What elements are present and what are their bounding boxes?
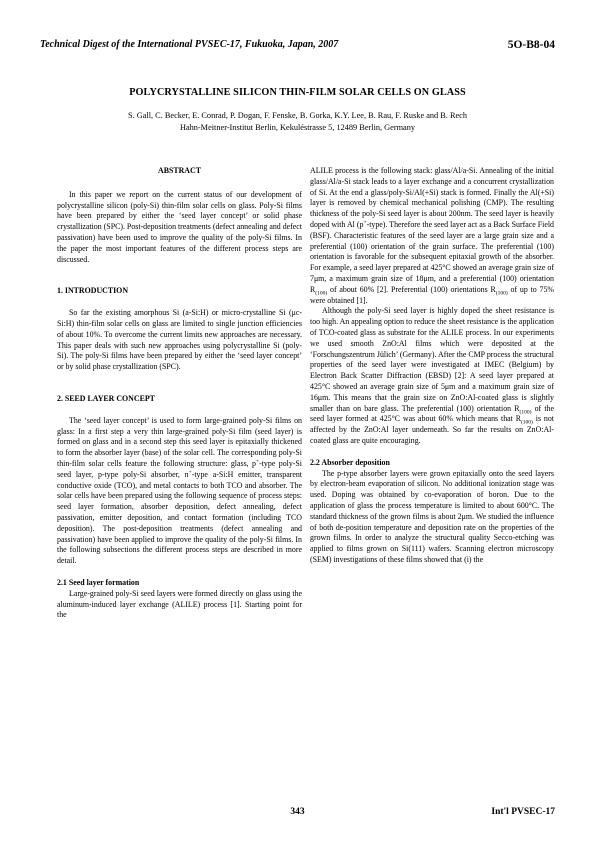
seed-heading: 2. SEED LAYER CONCEPT xyxy=(57,393,155,403)
seed-layer-text-start: Large-grained poly-Si seed layers were formed directly on glass using the aluminum-induced layer exchange (ALILE) process [1]. Starting point for the xyxy=(57,588,302,620)
abstract-text: In this paper we report on the current status of our development of polycrystalline silicon (poly-Si) thin-film solar cells on glass. Poly-Si films have been prepared by either the ‘seed layer concept’ or solid phase crystallization (SPC). Post-deposition treatments (defect annealing and defect passivation) have been used to improve the quality of the poly-Si films. In the paper the most important features of the different process steps are discussed. xyxy=(57,189,302,264)
running-header xyxy=(40,39,555,55)
right-column xyxy=(310,166,554,566)
absorber-subheading: 2.2 Absorber deposition xyxy=(310,457,390,467)
absorber-text: The p-type absorber layers were grown epitaxially onto the seed layers by electron-beam evaporation of silicon. No additional ionization stage was used. Doping was obtained by co-evaporation of boron. Due to the application of glass the process temperature is limited to about 600°C. The standard thickness of the grown films is about 2μm. We studied the influence of both de-position temperature and deposition rate on the properties of the grown films. In order to analyze the structural quality Secco-etching was applied to films grown on Si(111) wafers. Scanning electron microscopy (SEM) investigations of these films showed that (i) the xyxy=(310,468,554,564)
left-column xyxy=(57,150,302,621)
author-list: S. Gall, C. Becker, E. Conrad, P. Dogan, F. Fenske, B. Gorka, K.Y. Lee, B. Rau, F. Ruske and B. Rech xyxy=(127,111,468,120)
intro-text: So far the existing amorphous Si (a-Si:H) or micro-crystalline Si (μc-Si:H) thin-film solar cells on glass are limited to single junction efficiencies of about 10%. To overcome the current limits new approaches are necessary. This paper deals with such new approaches using polycrystalline Si (poly-Si). The poly-Si films have been prepared by either the ‘seed layer concept’ or by solid phase crystallization (SPC). xyxy=(57,308,302,372)
journal-header: Technical Digest of the International PVSEC-17, Fukuoka, Japan, 2007 xyxy=(40,39,339,50)
seed-layer-subheading: 2.1 Seed layer formation xyxy=(57,577,140,587)
intro-heading: 1. INTRODUCTION xyxy=(57,286,129,296)
seed-layer-text-cont: ALILE process is the following stack: glass/Al/a-Si. Annealing of the initial glass/Al/a-Si stack leads to a layer exchange and a concurrent crystallization of Si. At the end a glass/poly-Si/Al(+Si) stack is formed. Finally the Al(+Si) layer is removed by chemical mechanical polishing (CMP). The resulting thickness of the poly-Si seed layer is about 200nm. The seed layer is heavily doped with Al (p+-type). Therefore the seed layer act as a Back Surface Field (BSF). Characteristic features of the seed layer are a large grain size and a preferential (100) orientation of the grain surface. The preferential (100) orientation is favorable for the subsequent epitaxial growth of the absorber. For example, a seed layer prepared at 425°C showed an average grain size of 7μm, a maximum grain size of 18μm, and a preferential (100) orientation $R_{(100)}$ of about 60% [2]. Preferential (100) orientations $R_{(100)}$ of up to 75% were obtained [1]. xyxy=(310,166,554,305)
paper-id: 5O-B8-04 xyxy=(507,39,555,51)
paper-title: POLYCRYSTALLINE SILICON THIN-FILM SOLAR CELLS ON GLASS xyxy=(129,87,466,98)
page-footer xyxy=(40,807,555,821)
abstract-heading: ABSTRACT xyxy=(158,166,201,175)
zno-paragraph: Although the poly-Si seed layer is highly doped the sheet resistance is too high. An appealing option to reduce the sheet resistance is the application of TCO-coated glass as substrate for the ALILE process. In our experiments we used smooth ZnO:Al films which were deposited at the ‘Forschungszentrum Jülich’ (Germany). After the CMP process the structural properties of the seed layer were investigated at IMEC (Belgium) by Electron Back Scatter Diffraction (EBSD) [2]: A seed layer prepared at 425°C showed an average grain size of 5μm and a maximum grain size of 16μm. This means that the grain size on ZnO:Al-coated glass is slightly smaller than on bare glass. The preferential (100) orientation $R_{(100)}$ of the seed layer formed at 425°C was about 60% which means that $R_{(100)}$ is not affected by the ZnO:Al layer underneath. So far the results on ZnO:Al-coated glass are quite encouraging. xyxy=(310,306,554,445)
conference-footer: Int'l PVSEC-17 xyxy=(491,807,555,817)
affiliation: Hahn-Meitner-Institut Berlin, Kekuléstrasse 5, 12489 Berlin, Germany xyxy=(179,123,416,132)
seed-paragraph: The ‘seed layer concept’ is used to form large-grained poly-Si films on glass: In a first step a very thin large-grained poly-Si film (seed layer) is formed on glass and in a second step this seed layer is epitaxially thickened to form the absorber layer (base) of the solar cell. The corresponding poly-Si thin-film solar cells feature the following structure: glass, p+-type poly-Si seed layer, p-type poly-Si absorber, n+-type a-Si:H emitter, transparent conductive oxide (TCO), and metal contacts to both TCO and absorber. The solar cells have been prepared using the following sequence of process steps: seed layer formation, absorber deposition, defect annealing, defect passivation, emitter deposition, and contact formation (including TCO deposition). The post-deposition treatments (defect annealing and passivation) have been applied to improve the quality of the poly-Si films. In the following subsections the different process steps are described in more detail. xyxy=(57,415,302,566)
page-number: 343 xyxy=(290,807,305,817)
